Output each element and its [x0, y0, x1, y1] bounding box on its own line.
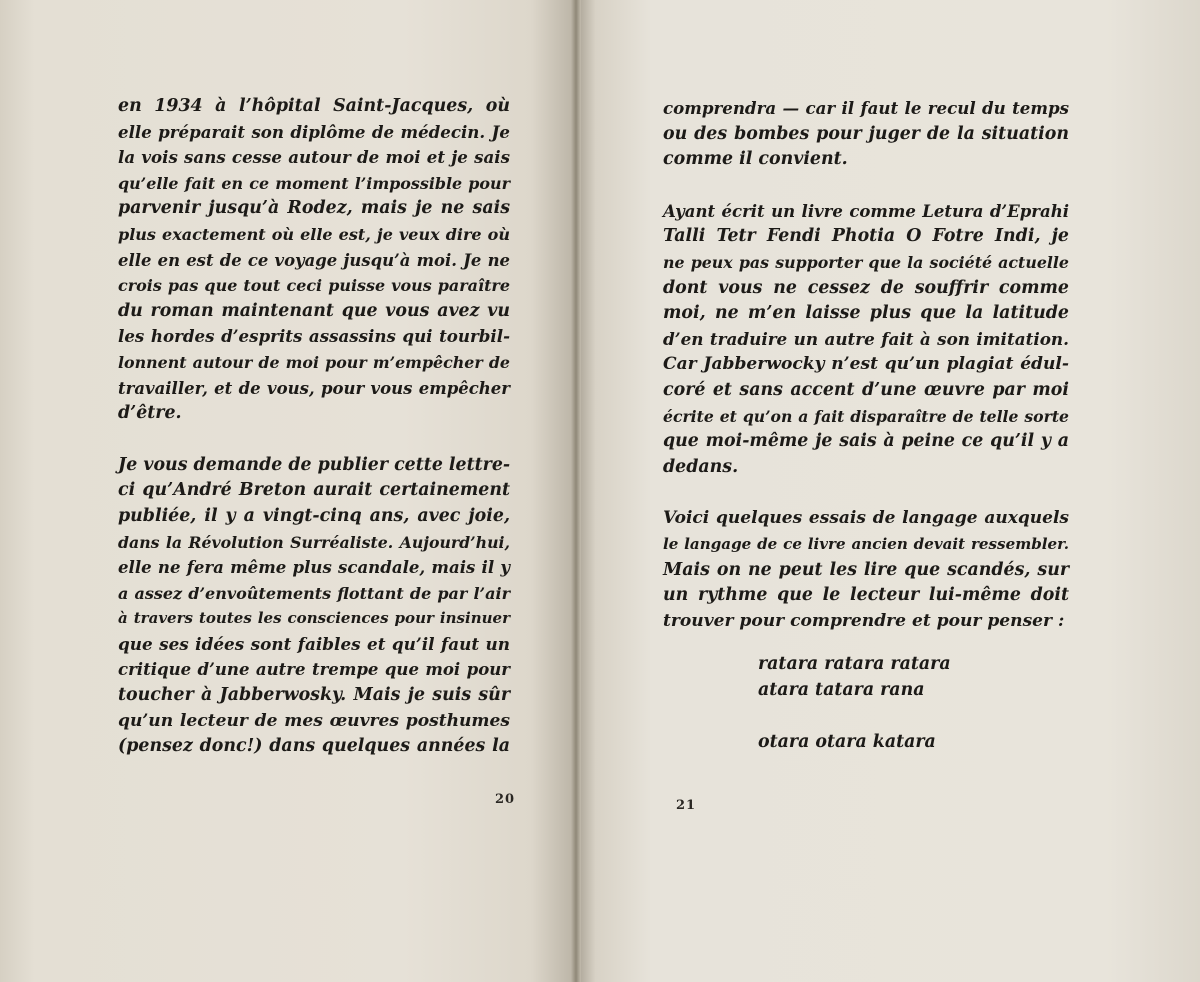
- text-line: ou des bombes pour juger de la situation: [663, 123, 1069, 144]
- text-line: Voici quelques essais de langage auxquels: [663, 508, 1069, 529]
- right-paragraph-1: [663, 96, 1069, 173]
- text-line: crois pas que tout ceci puisse vous paraître: [118, 276, 510, 296]
- text-line: a assez d’envoûtements flottant de par l’air: [118, 583, 510, 603]
- text-line: Mais on ne peut les lire que scandés, sur: [663, 559, 1069, 580]
- book-gutter: [571, 0, 581, 982]
- text-line: parvenir jusqu’à Rodez, mais je ne sais: [118, 198, 510, 219]
- text-line: un rythme que le lecteur lui-même doit: [663, 585, 1069, 606]
- text-line: écrite et qu’on a fait disparaître de telle sorte: [663, 406, 1069, 426]
- text-line: Je vous demande de publier cette lettre-: [118, 454, 511, 475]
- text-line: qu’elle fait en ce moment l’impossible pour: [118, 173, 510, 193]
- text-line: que moi-même je sais à peine ce qu’il y a: [663, 431, 1069, 452]
- page-number-right: 21: [676, 798, 697, 813]
- text-line: (pensez donc!) dans quelques années la: [118, 736, 510, 757]
- text-line: ci qu’André Breton aurait certainement: [118, 480, 510, 501]
- text-line: Ayant écrit un livre comme Letura d’Eprahi: [663, 200, 1069, 221]
- left-paragraph-1: [118, 94, 510, 427]
- text-line: toucher à Jabberwosky. Mais je suis sûr: [118, 685, 510, 706]
- text-line: critique d’une autre trempe que moi pour: [118, 659, 510, 680]
- text-line: elle préparait son diplôme de médecin. Je: [118, 121, 510, 142]
- text-line: trouver pour comprendre et pour penser :: [663, 610, 1065, 631]
- left-paragraph-2: [118, 453, 510, 760]
- text-line: plus exactement où elle est, je veux dire où: [118, 224, 510, 244]
- poem-line: ratara ratara ratara: [758, 654, 951, 674]
- text-line: que ses idées sont faibles et qu’il faut un: [118, 633, 510, 654]
- right-paragraph-3: [663, 506, 1069, 634]
- text-line: comprendra — car il faut le recul du temps: [663, 98, 1069, 118]
- text-line: d’être.: [118, 403, 182, 424]
- right-page-text: [663, 96, 1069, 634]
- page-number-left: 20: [495, 792, 516, 807]
- text-line: elle ne fera même plus scandale, mais il y: [118, 557, 510, 578]
- text-line: lonnent autour de moi pour m’empêcher de: [118, 352, 510, 372]
- poem-line: otara otara katara: [758, 732, 936, 752]
- text-line: publiée, il y a vingt-cinq ans, avec joie,: [118, 505, 510, 526]
- text-line: du roman maintenant que vous avez vu: [118, 300, 510, 321]
- text-line: Talli Tetr Fendi Photia O Fotre Indi, je: [663, 226, 1069, 247]
- text-line: d’en traduire un autre fait à son imitation.: [663, 328, 1069, 349]
- text-line: à travers toutes les consciences pour insinuer: [118, 609, 510, 628]
- text-line: qu’un lecteur de mes œuvres posthumes: [118, 710, 510, 731]
- text-line: en 1934 à l’hôpital Saint-Jacques, où: [118, 96, 510, 116]
- poem-line: atara tatara rana: [758, 680, 925, 700]
- text-line: le langage de ce livre ancien devait ressembler.: [663, 534, 1069, 553]
- right-paragraph-2: [663, 199, 1069, 481]
- text-line: les hordes d’esprits assassins qui tourbil-: [118, 326, 510, 347]
- text-line: comme il convient.: [663, 149, 848, 170]
- text-line: dont vous ne cessez de souffrir comme: [663, 277, 1069, 298]
- left-page-text: [118, 94, 510, 760]
- text-line: coré et sans accent d’une œuvre par moi: [663, 379, 1069, 400]
- text-line: elle en est de ce voyage jusqu’à moi. Je ne: [118, 250, 510, 270]
- text-line: travailler, et de vous, pour vous empêcher: [118, 377, 510, 398]
- text-line: moi, ne m’en laisse plus que la latitude: [663, 303, 1069, 324]
- text-line: dans la Révolution Surréaliste. Aujourd’hui,: [118, 532, 510, 552]
- text-line: Car Jabberwocky n’est qu’un plagiat édul-: [663, 354, 1069, 375]
- text-line: la vois sans cesse autour de moi et je sais: [118, 147, 510, 168]
- text-line: dedans.: [663, 456, 739, 477]
- text-line: ne peux pas supporter que la société actuelle: [663, 252, 1069, 272]
